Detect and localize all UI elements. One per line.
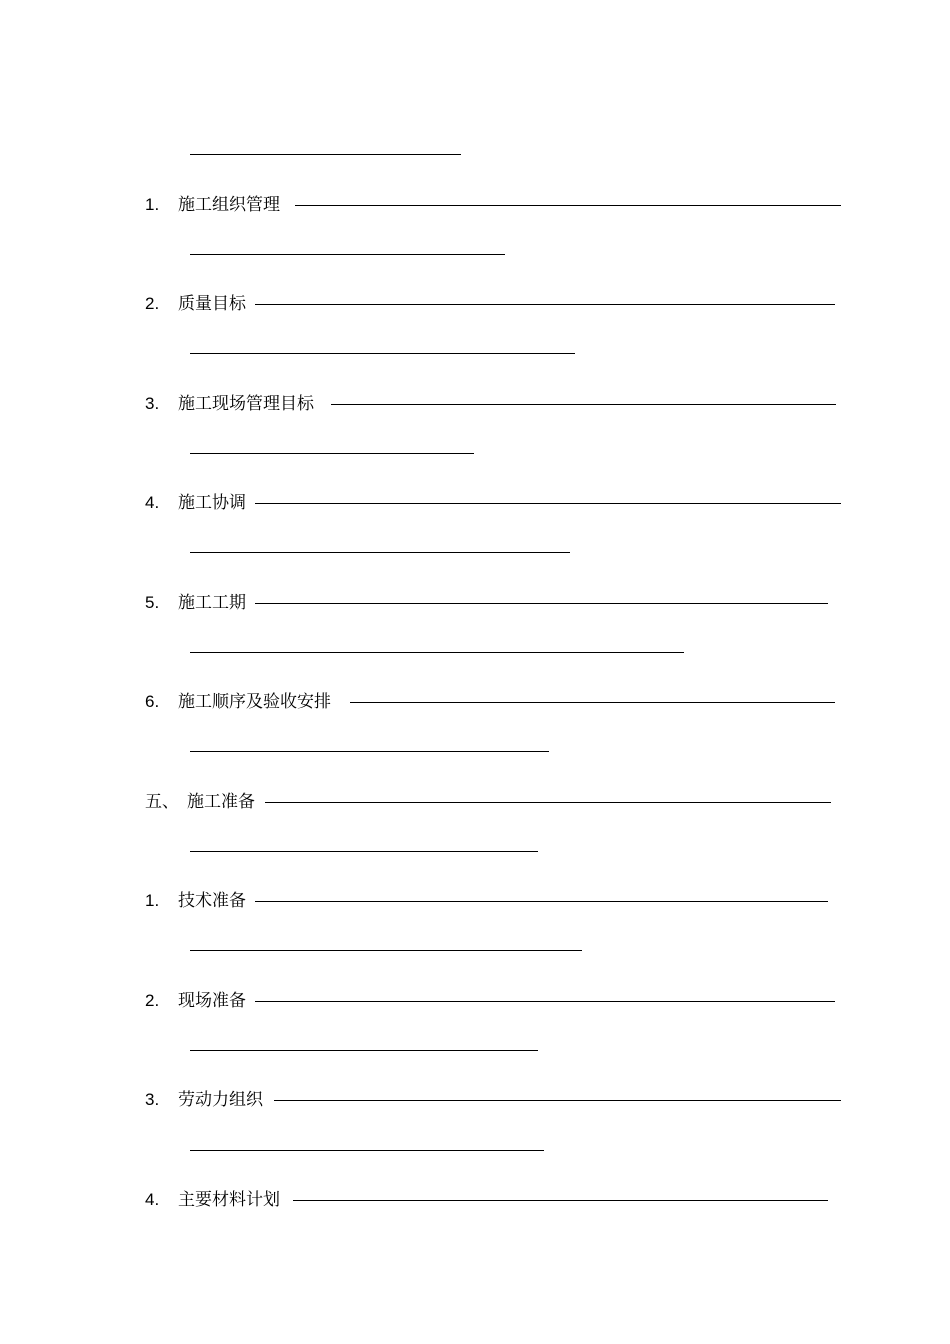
toc-leader-continuation xyxy=(190,154,461,155)
toc-leader xyxy=(293,1200,828,1201)
toc-entry-number: 2. xyxy=(145,991,160,1010)
toc-leader xyxy=(274,1100,841,1101)
toc-leader xyxy=(255,1001,835,1002)
toc-entry-title: 施工工期 xyxy=(178,593,246,613)
toc-entry xyxy=(145,194,280,216)
toc-entry-title: 施工现场管理目标 xyxy=(178,394,314,414)
toc-entry-number: 2. xyxy=(145,294,160,313)
toc-leader-continuation xyxy=(190,950,582,951)
toc-entry-title: 质量目标 xyxy=(178,294,246,314)
toc-entry-number: 3. xyxy=(145,394,160,413)
toc-leader-continuation xyxy=(190,751,549,752)
toc-entry xyxy=(145,293,246,315)
toc-entry-title: 主要材料计划 xyxy=(178,1190,280,1210)
toc-entry xyxy=(145,1189,280,1211)
toc-entry-number: 1. xyxy=(145,195,160,214)
toc-section-entry xyxy=(145,791,255,813)
toc-entry-title: 施工准备 xyxy=(187,792,255,812)
toc-leader-continuation xyxy=(190,1150,544,1151)
toc-leader-continuation xyxy=(190,254,505,255)
toc-entry xyxy=(145,691,331,713)
toc-leader xyxy=(265,802,831,803)
toc-leader xyxy=(331,404,836,405)
toc-entry-title: 施工组织管理 xyxy=(178,195,280,215)
toc-leader-continuation xyxy=(190,353,575,354)
toc-leader xyxy=(255,901,828,902)
toc-entry xyxy=(145,492,246,514)
toc-entry-title: 施工协调 xyxy=(178,493,246,513)
toc-entry xyxy=(145,393,314,415)
toc-entry-number: 5. xyxy=(145,593,160,612)
toc-leader xyxy=(350,702,835,703)
toc-entry-number: 1. xyxy=(145,891,160,910)
toc-entry-number: 4. xyxy=(145,1190,160,1209)
toc-leader xyxy=(255,304,835,305)
toc-entry xyxy=(145,1089,263,1111)
toc-entry-title: 施工顺序及验收安排 xyxy=(178,692,331,712)
toc-entry-number: 4. xyxy=(145,493,160,512)
toc-leader-continuation xyxy=(190,652,684,653)
toc-entry-title: 现场准备 xyxy=(178,991,246,1011)
toc-leader xyxy=(255,503,841,504)
toc-leader-continuation xyxy=(190,851,538,852)
toc-leader xyxy=(255,603,828,604)
toc-leader-continuation xyxy=(190,552,570,553)
toc-leader-continuation xyxy=(190,1050,538,1051)
toc-entry-number: 五、 xyxy=(145,792,179,811)
toc-entry-title: 技术准备 xyxy=(178,891,246,911)
toc-entry xyxy=(145,890,246,912)
toc-leader-continuation xyxy=(190,453,474,454)
toc-entry xyxy=(145,592,246,614)
toc-entry-number: 6. xyxy=(145,692,160,711)
toc-entry-number: 3. xyxy=(145,1090,160,1109)
toc-entry xyxy=(145,990,246,1012)
toc-entry-title: 劳动力组织 xyxy=(178,1090,263,1110)
toc-leader xyxy=(295,205,841,206)
